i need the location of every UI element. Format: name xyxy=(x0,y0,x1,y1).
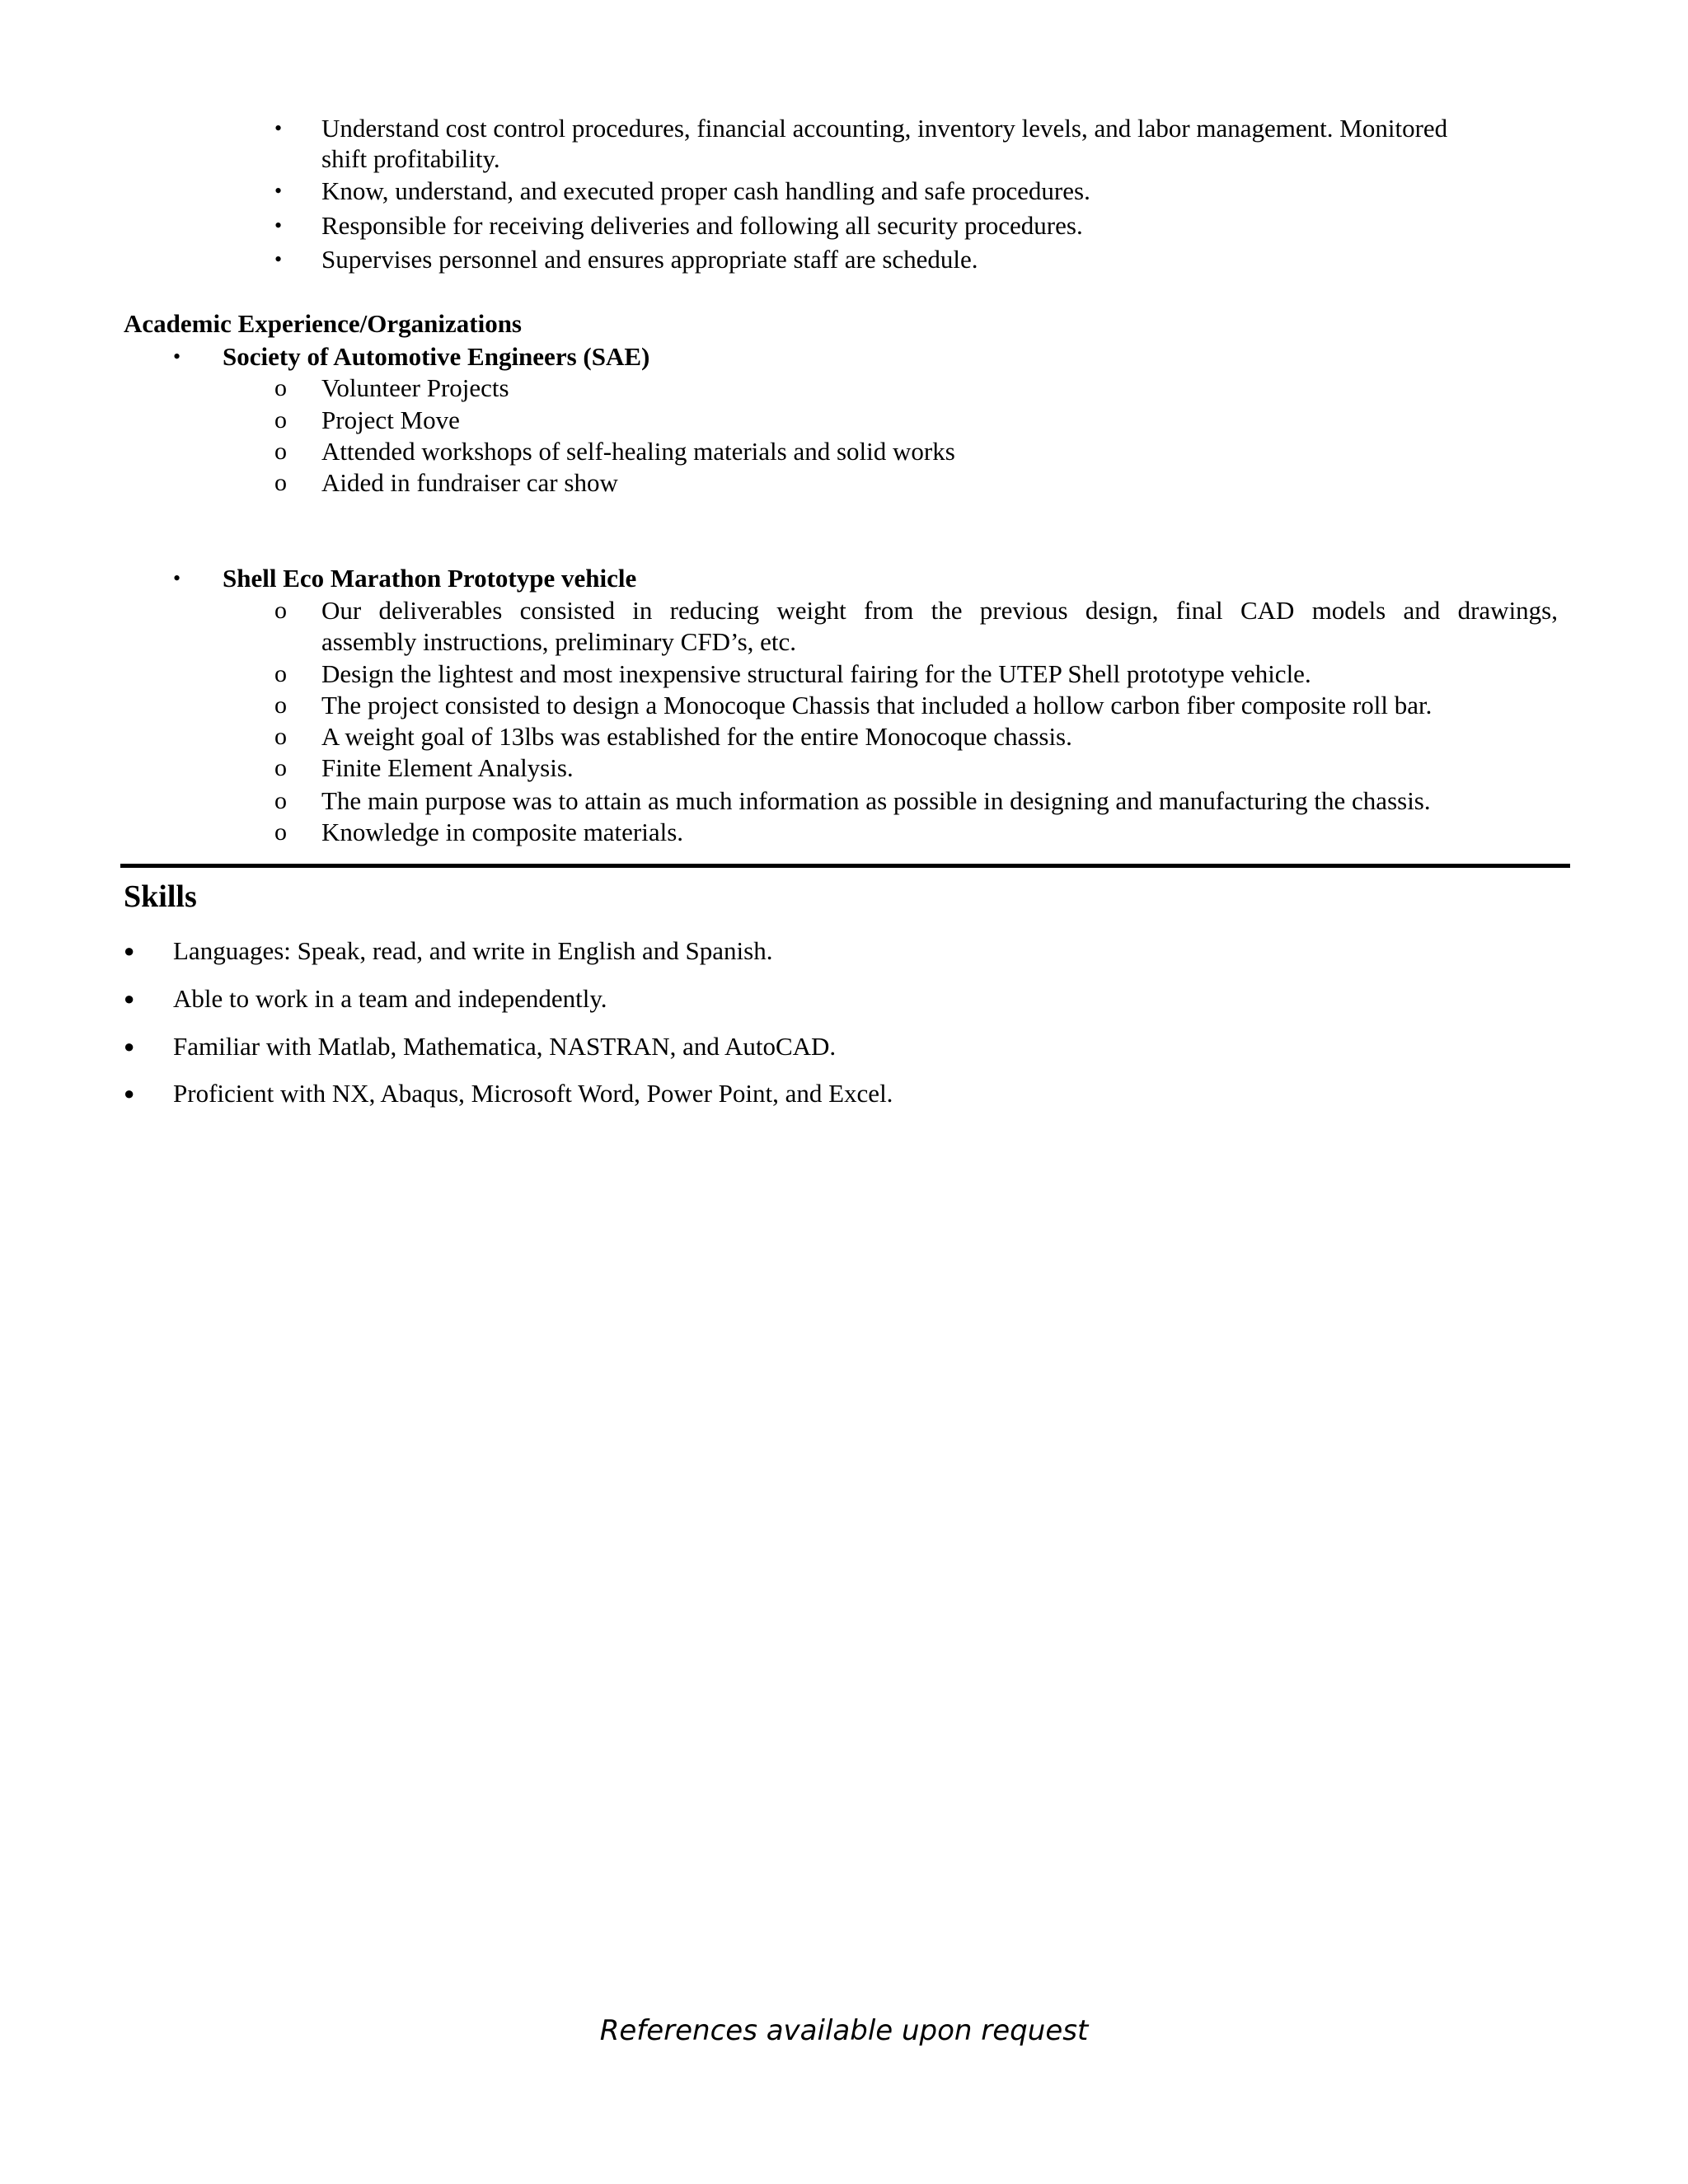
skill-item: Languages: Speak, read, and write in English and Spanish. xyxy=(173,936,773,965)
list-item: Aided in fundraiser car show xyxy=(321,468,618,497)
organization-title: Shell Eco Marathon Prototype vehicle xyxy=(223,564,637,593)
list-item: Project Move xyxy=(321,405,460,434)
work-bullet-text: Understand cost control procedures, financial accounting, inventory levels, and labor management. Monitored xyxy=(321,114,1448,143)
bullet-icon: • xyxy=(274,179,283,203)
bullet-icon: • xyxy=(274,116,283,140)
work-bullet-text: Responsible for receiving deliveries and following all security procedures. xyxy=(321,211,1083,240)
sub-bullet-icon: o xyxy=(274,818,287,846)
list-item: A weight goal of 13lbs was established for the entire Monocoque chassis. xyxy=(321,722,1072,751)
bullet-icon: ● xyxy=(124,940,135,961)
list-item-continued: assembly instructions, preliminary CFD’s, etc. xyxy=(321,627,797,656)
work-bullet-text: Supervises personnel and ensures appropriate staff are schedule. xyxy=(321,245,978,274)
work-bullet-text-continued: shift profitability. xyxy=(321,144,500,173)
list-item: Volunteer Projects xyxy=(321,373,509,402)
bullet-icon: • xyxy=(274,247,283,271)
sub-bullet-icon: o xyxy=(274,754,287,781)
bullet-icon: • xyxy=(173,344,181,368)
sub-bullet-icon: o xyxy=(274,438,287,465)
organization-title: Society of Automotive Engineers (SAE) xyxy=(223,342,650,371)
sub-bullet-icon: o xyxy=(274,597,287,624)
references-footer: References available upon request xyxy=(599,2014,1089,2047)
bullet-icon: • xyxy=(274,213,283,237)
bullet-icon: ● xyxy=(124,1083,135,1104)
sub-bullet-icon: o xyxy=(274,691,287,719)
list-item: Knowledge in composite materials. xyxy=(321,818,684,846)
bullet-icon: • xyxy=(173,566,181,590)
sub-bullet-icon: o xyxy=(274,723,287,750)
list-item: Our deliverables consisted in reducing weight from the previous design, final CAD models and drawings, xyxy=(321,596,1558,625)
sub-bullet-icon: o xyxy=(274,660,287,687)
list-item: The main purpose was to attain as much information as possible in designing and manufacturing the chassis. xyxy=(321,786,1431,815)
sub-bullet-icon: o xyxy=(274,787,287,814)
bullet-icon: ● xyxy=(124,1036,135,1057)
section-heading-skills: Skills xyxy=(124,879,197,914)
work-bullet-text: Know, understand, and executed proper cash handling and safe procedures. xyxy=(321,176,1090,205)
section-divider xyxy=(120,864,1570,868)
list-item: The project consisted to design a Monocoque Chassis that included a hollow carbon fiber composite roll bar. xyxy=(321,691,1432,719)
sub-bullet-icon: o xyxy=(274,406,287,434)
list-item: Finite Element Analysis. xyxy=(321,753,574,782)
section-heading-academic: Academic Experience/Organizations xyxy=(124,309,522,338)
sub-bullet-icon: o xyxy=(274,469,287,496)
list-item: Attended workshops of self-healing materials and solid works xyxy=(321,437,955,466)
bullet-icon: ● xyxy=(124,988,135,1009)
skill-item: Able to work in a team and independently. xyxy=(173,984,607,1013)
skill-item: Proficient with NX, Abaqus, Microsoft Word, Power Point, and Excel. xyxy=(173,1079,893,1108)
sub-bullet-icon: o xyxy=(274,374,287,401)
list-item: Design the lightest and most inexpensive structural fairing for the UTEP Shell prototype vehicle. xyxy=(321,659,1311,688)
skill-item: Familiar with Matlab, Mathematica, NASTRAN, and AutoCAD. xyxy=(173,1032,837,1061)
